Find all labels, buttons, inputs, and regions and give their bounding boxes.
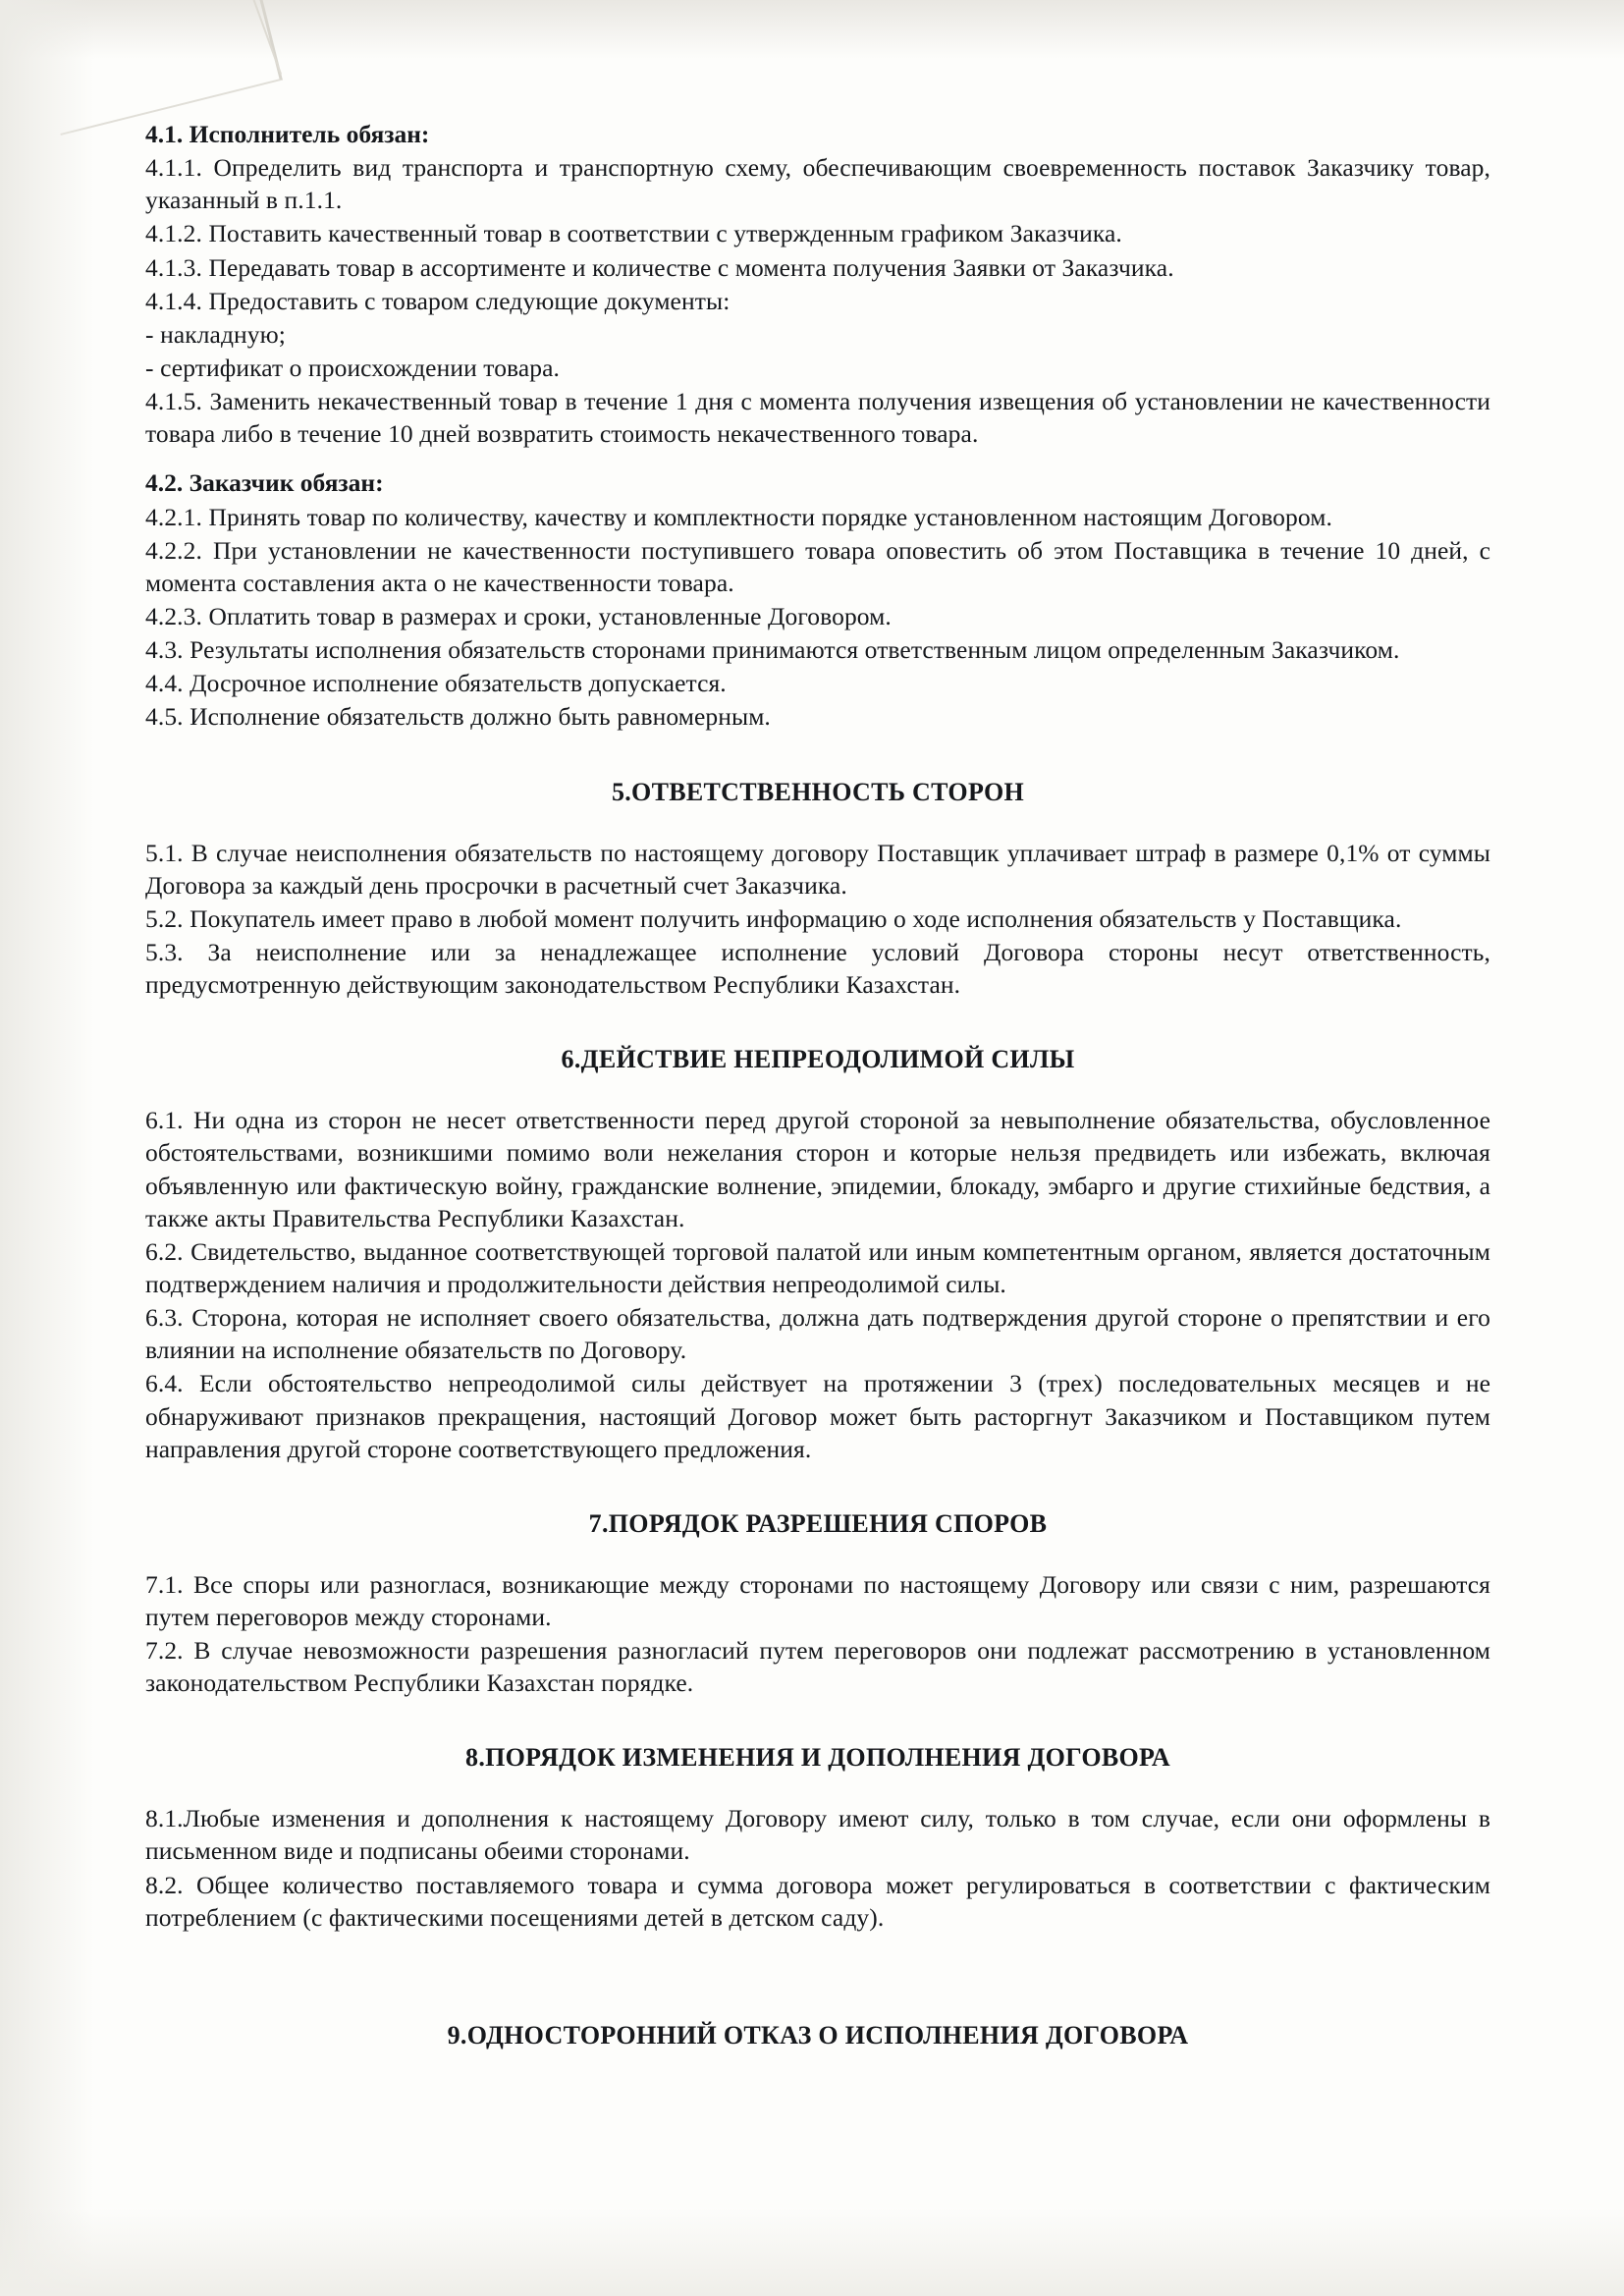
heading-contractor-obligations: 4.1. Исполнитель обязан:: [145, 120, 430, 148]
paragraph-6-1: 6.1. Ни одна из сторон не несет ответственности перед другой стороной за невыполнение обязательства, обусловленное обстоятельствами, возникшими помимо воли нежелания сторон и которые нельзя предвидеть или избежать, включая объявленную или фактическую войну, гражданские волнение, эпидемии, блокаду, эмбарго и другие стихийные бедствия, а также акты Правительства Республики Казахстан.: [145, 1106, 1490, 1232]
document-body: [145, 118, 1490, 2050]
scan-corner-artifact-secondary: [74, 0, 282, 136]
paragraph-8-2: 8.2. Общее количество поставляемого товара и сумма договора может регулироваться в соответствии с фактическим потреблением (с фактическими посещениями детей в детском саду).: [145, 1870, 1490, 1932]
paragraph-4-1-4: 4.1.4. Предоставить с товаром следующие документы:: [145, 286, 731, 315]
list-item-waybill: - накладную;: [145, 319, 286, 349]
heading-customer-obligations: 4.2. Заказчик обязан:: [145, 468, 384, 498]
section-disputes: [145, 1509, 1490, 1700]
list-item-certificate: - сертификат о происхождении товара.: [145, 353, 561, 382]
section-force-majeure: [145, 1045, 1490, 1465]
paragraph-6-4: 6.4. Если обстоятельство непреодолимой силы действует на протяжении 3 (трех) последовательных месяцев и не обнаруживают признаков прекращения, настоящий Договор может быть расторгнут Заказчиком и Поставщиком путем направления другой стороне соответствующего предложения.: [145, 1369, 1490, 1463]
paragraph-8-1: 8.1.Любые изменения и дополнения к настоящему Договору имеют силу, только в том случае, если они оформлены в письменном виде и подписаны обеими сторонами.: [145, 1804, 1490, 1866]
paragraph-4-2-2: 4.2.2. При установлении не качественности поступившего товара оповестить об этом Поставщика в течение 10 дней, с момента составления акта о не качественности товара.: [145, 535, 1490, 597]
paragraph-5-3: 5.3. За неисполнение или за ненадлежащее исполнение условий Договора стороны несут ответственность, предусмотренную действующим законодательством Республики Казахстан.: [145, 937, 1490, 1000]
paragraph-5-1: 5.1. В случае неисполнения обязательств по настоящему договору Поставщик уплачивает штраф в размере 0,1% от суммы Договора за каждый день просрочки в расчетный счет Заказчика.: [145, 838, 1490, 900]
scan-corner-artifact: [25, 0, 283, 136]
section-title-amendments: 8.ПОРЯДОК ИЗМЕНЕНИЯ И ДОПОЛНЕНИЯ ДОГОВОРА: [465, 1743, 1170, 1773]
scan-edge-bottom: [0, 2208, 1624, 2296]
section-title-force-majeure: 6.ДЕЙСТВИЕ НЕПРЕОДОЛИМОЙ СИЛЫ: [561, 1045, 1075, 1074]
paragraph-7-2: 7.2. В случае невозможности разрешения разногласий путем переговоров они подлежат рассмотрению в установленном законодательством Республики Казахстан порядке.: [145, 1636, 1490, 1698]
section-title-unilateral-refusal: 9.ОДНОСТОРОННИЙ ОТКАЗ О ИСПОЛНЕНИЯ ДОГОВОРА: [447, 2020, 1189, 2050]
paragraph-4-2-1: 4.2.1. Принять товар по количеству, качеству и комплектности порядке установленном настоящим Договором.: [145, 502, 1332, 531]
paragraph-4-5: 4.5. Исполнение обязательств должно быть равномерным.: [145, 702, 771, 732]
paragraph-7-1: 7.1. Все споры или разноглася, возникающие между сторонами по настоящему Договору или связи с ним, разрешаются путем переговоров между сторонами.: [145, 1569, 1490, 1631]
section-responsibility: [145, 778, 1490, 1002]
section-contractor-obligations: [145, 118, 1490, 450]
section-title-disputes: 7.ПОРЯДОК РАЗРЕШЕНИЯ СПОРОВ: [588, 1508, 1048, 1538]
section-title-responsibility: 5.ОТВЕТСТВЕННОСТЬ СТОРОН: [611, 777, 1025, 806]
paragraph-4-1-2: 4.1.2. Поставить качественный товар в соответствии с утвержденным графиком Заказчика.: [145, 219, 1122, 248]
section-amendments: [145, 1743, 1490, 1934]
section-customer-obligations: [145, 466, 1490, 733]
scan-shadow-top: [0, 0, 1624, 59]
paragraph-4-3: 4.3. Результаты исполнения обязательств сторонами принимаются ответственным лицом определенным Заказчиком.: [145, 635, 1400, 665]
paragraph-5-2: 5.2. Покупатель имеет право в любой момент получить информацию о ходе исполнения обязательств у Поставщика.: [145, 903, 1402, 933]
paragraph-4-1-1: 4.1.1. Определить вид транспорта и транспортную схему, обеспечивающим своевременность поставок Заказчику товар, указанный в п.1.1.: [145, 153, 1490, 215]
paragraph-4-1-3: 4.1.3. Передавать товар в ассортименте и количестве с момента получения Заявки от Заказчика.: [145, 252, 1174, 282]
scan-edge-left: [0, 0, 94, 2296]
paragraph-6-3: 6.3. Сторона, которая не исполняет своего обязательства, должна дать подтверждения другой стороне о препятствии и его влиянии на исполнение обязательств по Договору.: [145, 1303, 1490, 1365]
paragraph-4-4: 4.4. Досрочное исполнение обязательств допускается.: [145, 669, 727, 698]
paragraph-6-2: 6.2. Свидетельство, выданное соответствующей торговой палатой или иным компетентным органом, является достаточным подтверждением наличия и продолжительности действия непреодолимой силы.: [145, 1236, 1490, 1298]
section-unilateral-refusal: [145, 2021, 1490, 2050]
paragraph-4-2-3: 4.2.3. Оплатить товар в размерах и сроки, установленные Договором.: [145, 601, 892, 630]
paragraph-4-1-5: 4.1.5. Заменить некачественный товар в течение 1 дня с момента получения извещения об установлении не качественности товара либо в течение 10 дней возвратить стоимость некачественного товара.: [145, 387, 1490, 449]
